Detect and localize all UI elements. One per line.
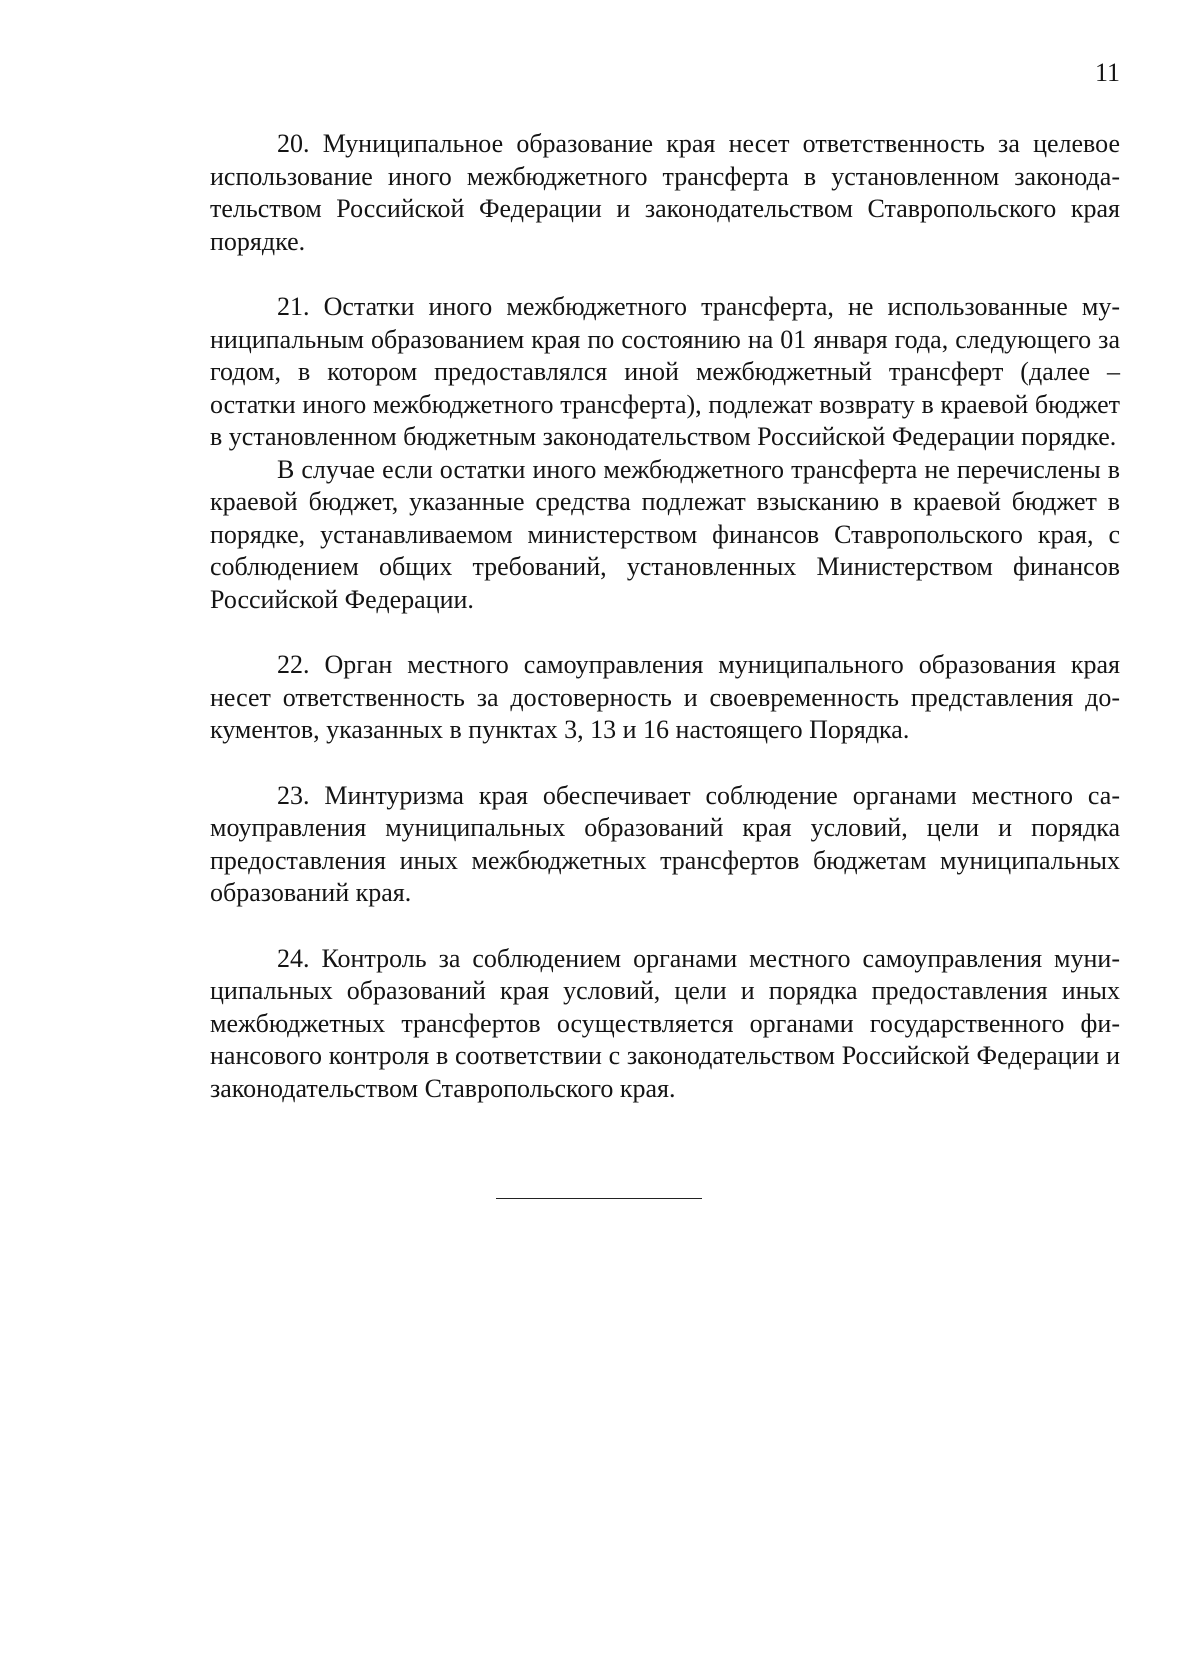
paragraph-21: 21. Остатки иного межбюджетного трансферта, не использованные муниципальным образованием края по состоянию на 01 января года, следующего за годом, в котором предоставлялся иной межбюджетный трансферт (далее – остатки иного межбюджетного трансферта), подлежат возврату в краевой бюджет в установленном бюджетным законодательством Российской Федерации порядке. [210, 292, 1120, 451]
paragraph-24: 24. Контроль за соблюдением органами местного самоуправления муниципальных образований края условий, цели и порядка предоставления иных межбюджетных трансфертов осуществляется органами государственного финансового контроля в соответствии с законодательством Российской Федерации и законодательством Ставропольского края. [210, 943, 1120, 1103]
paragraph-23: 23. Минтуризма края обеспечивает соблюдение органами местного самоуправления муниципальных образований края условий, цели и порядка предоставления иных межбюджетных трансфертов бюджетам муниципальных образований края. [210, 780, 1120, 907]
paragraph-20: 20. Муниципальное образование края несет ответственность за целевое использование иного межбюджетного трансферта в установленном законодательством Российской Федерации и законодательством Ставропольского края порядке. [210, 129, 1120, 256]
document-body [210, 128, 1120, 1105]
paragraph-22: 22. Орган местного самоуправления муниципального образования края несет ответственность за достоверность и своевременность представления документов, указанных в пунктах 3, 13 и 16 настоящего Порядка. [210, 650, 1120, 744]
page-number: 11 [1094, 58, 1120, 87]
end-of-document-rule [496, 1198, 702, 1199]
paragraph-21-continuation: В случае если остатки иного межбюджетного трансферта не перечислены в краевой бюджет, указанные средства подлежат взысканию в краевой бюджет в порядке, устанавливаемом министерством финансов Ставропольского края, с соблюдением общих требований, установленных Министерством финансов Российской Федерации. [210, 454, 1120, 614]
